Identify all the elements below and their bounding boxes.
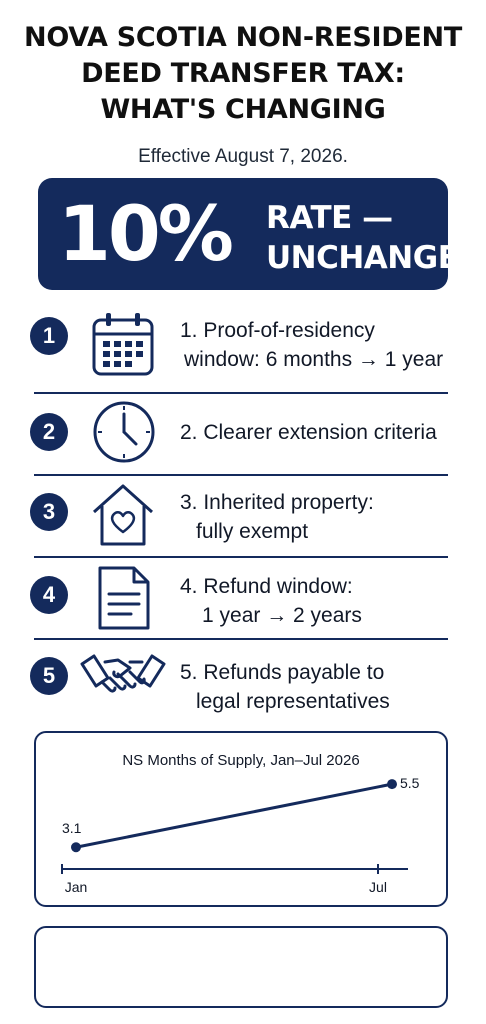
chart-card	[34, 731, 448, 907]
calendar-icon	[90, 310, 156, 378]
list-item-2	[0, 394, 486, 474]
title-line-2: DEED TRANSFER TAX:	[81, 58, 405, 89]
data-label: 3.1	[62, 820, 82, 837]
x-tick-label: Jul	[369, 879, 387, 895]
rate-label	[266, 198, 484, 278]
handshake-icon	[80, 648, 166, 708]
list-item-4	[0, 558, 486, 638]
item-number-badge: 4	[30, 576, 68, 614]
list-item-5	[0, 640, 486, 720]
item-text-line: 1 year → 2 years	[202, 604, 362, 627]
item-number-badge: 1	[30, 317, 68, 355]
data-label: 5.5	[400, 775, 420, 792]
data-point	[387, 779, 397, 789]
line-chart	[36, 733, 446, 905]
x-tick-label: Jan	[64, 879, 88, 895]
rate-banner	[38, 178, 484, 290]
title-line-3: WHAT'S CHANGING	[100, 94, 386, 125]
rate-label-line-2: UNCHANGED	[266, 240, 484, 276]
list-item-3	[0, 476, 486, 556]
title-line-1: NOVA SCOTIA NON-RESIDENT	[24, 22, 462, 53]
house-heart-icon	[90, 482, 156, 548]
item-text-line: 3. Inherited property:	[180, 491, 374, 514]
effective-date: Effective August 7, 2026.	[138, 146, 348, 167]
item-number-badge: 5	[30, 657, 68, 695]
item-text	[180, 488, 374, 546]
rate-label-line-1: RATE —	[266, 200, 393, 236]
clock-icon	[92, 400, 156, 464]
chart-title: NS Months of Supply, Jan–Jul 2026	[122, 752, 360, 769]
item-text	[180, 572, 362, 630]
list-item-1	[0, 308, 486, 392]
empty-panel	[34, 926, 448, 1008]
series-line	[76, 784, 392, 847]
page-title	[0, 20, 486, 128]
item-text-line: fully exempt	[196, 520, 309, 543]
rate-value: 10%	[58, 189, 231, 278]
item-text-line: 5. Refunds payable to	[180, 661, 385, 684]
item-number-badge: 3	[30, 493, 68, 531]
item-text-line: legal representatives	[196, 690, 390, 713]
data-point	[71, 842, 81, 852]
document-icon	[96, 564, 152, 632]
item-text-line: 2. Clearer extension criteria	[180, 421, 437, 444]
item-text-line: 1. Proof-of-residency	[180, 319, 375, 342]
item-text	[180, 418, 437, 447]
item-text-line: 4. Refund window:	[180, 575, 353, 598]
item-number-badge: 2	[30, 413, 68, 451]
item-text-line: window: 6 months → 1 year	[184, 348, 444, 371]
item-text	[180, 658, 390, 716]
item-text	[180, 316, 443, 374]
